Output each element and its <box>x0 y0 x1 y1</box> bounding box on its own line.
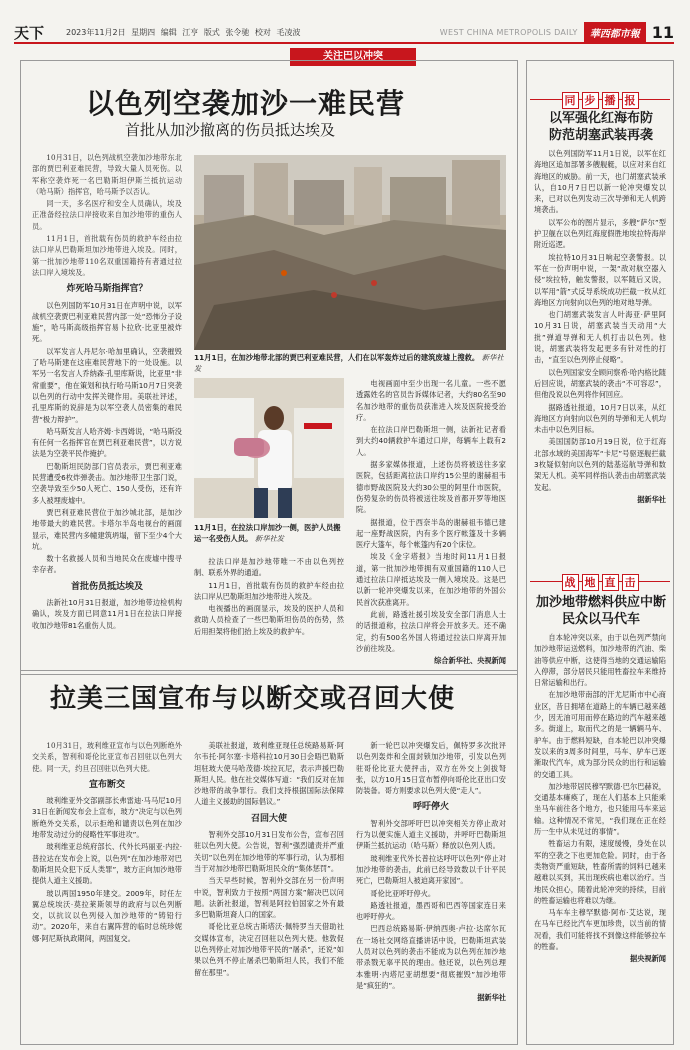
lead-column-2 <box>194 556 344 666</box>
lead-para: 11月1日，首批载有伤员的救护车经由拉法口岸从巴勒斯坦加沙地带进入埃及。 <box>194 580 344 601</box>
paper-logo: 華西都市報 <box>584 22 646 43</box>
second-source: 据新华社 <box>477 993 506 1003</box>
sidebar-para: 在加沙地带南部的汗尤尼斯市中心商业区，昔日拥堵在道路上的车辆已越来越少，因无油可用而停在路边的汽车越来越多。街道上，取而代之的是一辆辆马车、驴车。由于燃料短缺，自本轮巴以冲突爆发以来的3周多时间里，马车、驴车已逐渐取代汽车，成为部分民众的出行和运输的交通工具。 <box>534 690 666 779</box>
second-para: 玻利维亚外交部副部长弗雷迪·马马尼10月31日在新闻发布会上宣布，玻方“决定与以色列断绝外交关系，以示拒绝和谴责以色列在加沙地带发动过分的侵略性军事进攻”。 <box>32 796 182 840</box>
sidebar2-title: 加沙地带燃料供应中断 民众以马代车 <box>535 595 666 627</box>
tag-char: 地 <box>582 574 599 591</box>
second-para: 智利外交部10月31日发布公告，宣布召回驻以色列大使。公告说，智利“强烈谴责并严重关切”以色列在加沙地带的军事行动，认为那相当于对加沙地带巴勒斯坦民众的“集体惩罚”。 <box>194 830 344 873</box>
photo1-caption-text: 11月1日，在加沙地带北部的贾巴利亚难民营，人们在以军轰炸过后的建筑废墟上搜救。 <box>194 353 480 362</box>
section-name: 天下 <box>14 23 45 42</box>
lead-para: 电视播出的画面显示，埃及的医护人员和救助人员检查了一些巴勒斯坦伤员的伤势，然后用担架将他们抬上埃及的救护车。 <box>194 604 344 636</box>
tag-char: 同 <box>562 92 579 109</box>
second-para: 玻利维亚总统府部长、代外长玛丽亚·内拉·普拉达在发布会上说，以色列“在加沙地带对巴勒斯坦民众犯下反人类罪”，玻方正向加沙地带提供人道主义援助。 <box>32 842 182 886</box>
sidebar-para: 也门胡塞武装发言人叶海亚·萨里阿10月31日说，胡塞武装当天动用“大批”弹道导弹和无人机打击以色列。他说，胡塞武装将发起更多有针对性的打击，“直至以色列停止侵略”。 <box>534 310 666 365</box>
sidebar1-tag <box>528 92 672 109</box>
tag-char: 播 <box>602 92 619 109</box>
second-para: 玻利维亚代外长普拉达呼吁以色列“停止对加沙地带的袭击，此前已经导致数以千计平民死亡，巴勒斯坦人被迫离开家园”。 <box>356 853 506 886</box>
sidebar1-title: 以军强化红海布防 防范胡塞武装再袭 <box>548 111 653 143</box>
second-para: 新一轮巴以冲突爆发后，佩特罗多次批评以色列轰炸和全面封锁加沙地带，引发以色列驻哥伦比亚大使抨击，双方在外交上剑拔弩张，以方10月15日宣布暂停向哥伦比亚出口安防装备。哥方则要求以色列大使“走人”。 <box>356 741 506 796</box>
header-meta <box>66 27 300 38</box>
sidebar-para: 据路透社报道，10月7日以来，从红海地区方向射向以色列的导弹和无人机均未击中以色列目标。 <box>534 402 666 435</box>
sidebar2-body <box>534 632 666 1042</box>
second-para: 玻以两国1950年建交。2009年，时任左翼总统埃沃·莫拉莱斯领导的政府与以色列断交，以抗议以色列侵入加沙地带的“铸铅行动”。2020年，来自右翼阵营的临时总统珍妮娜·阿尼斯执政期间，两国复交。 <box>32 888 182 943</box>
lead-para: 此前，路透社援引埃及安全部门消息人士的话报道称，拉法口岸将会开放多天。还不确定，约有500名外国人将通过拉法口岸离开加沙前往埃及。 <box>356 609 506 653</box>
second-subhead-c: 呼吁停火 <box>412 802 449 813</box>
second-intro: 10月31日，玻利维亚宣布与以色列断绝外交关系，智利和哥伦比亚宣布召回驻以色列大使。同一天，约旦召回驻以色列大使。 <box>32 741 182 773</box>
second-para: 美联社报道，玻利维亚现任总统路易斯·阿尔韦托·阿尔塞·卡塔科拉10月30日会晤巴勒斯坦驻玻大使马哈茂德·埃拉瓦尼，表示声援巴勒斯坦人民。他在社交媒体写道：“我们反对在加沙地带的战争罪行。我们支持根据国际法保障人道主义援助的国际倡议。” <box>194 741 344 807</box>
lead-para: 法新社10月31日报道，加沙地带边检机构确认，埃及方面已同意11月1日在拉法口岸接收加沙地带81名重伤人员。 <box>32 597 182 630</box>
lead-intro-2: 同一天，多名医疗和安全人员确认，埃及正准备经拉法口岸接收来自加沙地带的重伤人员。 <box>32 199 182 231</box>
sidebar2-tag <box>528 574 672 591</box>
lead-para: 电视画面中至少出现一名儿童。一些不愿透露姓名的官员告诉媒体记者，大约80名至90名加沙地带的重伤员获准进入埃及医院接受治疗。 <box>356 379 506 422</box>
lead-para: 据报道，位于西奈半岛的谢赫祖韦德已建起一座野战医院，内有多个医疗帐篷及十多辆医疗大篷车，每个帐篷内有20个床位。 <box>356 517 506 550</box>
tag-char: 战 <box>562 574 579 591</box>
lead-subhead-b: 首批伤员抵达埃及 <box>70 581 143 592</box>
sidebar-para: 马车车主穆罕默德·阿布·艾达说，现在马车已经比汽车更加珍贵，以当前的情况看，我们可能将找不到像这样能够拉车的牲畜。 <box>534 908 666 952</box>
photo1-credit: 新华社发 <box>194 353 504 373</box>
lead-intro-3: 11月1日，首批载有伤员的救护车经由拉法口岸从巴勒斯坦加沙地带进入埃及。同时，第一批加沙地带110名双重国籍持有者通过拉法口岸入境埃及。 <box>32 234 182 277</box>
proofreader: 校对 毛凌波 <box>254 27 301 37</box>
second-subhead-b: 召回大使 <box>250 813 287 824</box>
sidebar1-source: 据新华社 <box>637 494 666 504</box>
second-column-2 <box>194 740 344 1042</box>
lead-para: 以军发言人丹尼尔·哈加里确认，空袭摧毁了哈马斯建在这座难民营地下的一处设施。以军另一名发言人乔纳森·孔里库斯说，比亚里“非常重要”，他在策划和执行哈马斯10月7日突袭以色列的行动中发挥关键作用。美联社评述，孔里库斯的说辞是为以军空袭人员密集的难民营“极力辩护”。 <box>32 346 182 424</box>
topic-banner: 关注巴以冲突 <box>290 48 416 66</box>
lead-para: 数十名救援人员和当地民众在废墟中搜寻幸存者。 <box>32 554 182 575</box>
lead-para: 以色列国防军10月31日在声明中说，以军战机空袭贾巴利亚难民营内部一处“恐怖分子设施”，哈马斯高级指挥官易卜拉欣·比亚里被炸死。 <box>32 300 182 344</box>
sidebar-para: 加沙地带居民穆罕默德·巴尔巴赫说，交通基本瘫痪了，现在人们基本上只能乘坐马车前往各个地方，也只能用马车来运输。这种情况不常见，“我们现在正在经历一生中从未见过的事情”。 <box>534 781 666 837</box>
paper-english-name: WEST CHINA METROPOLIS DAILY <box>439 27 578 37</box>
rubble-image <box>194 155 506 350</box>
editor: 编辑 江亨 <box>160 27 199 37</box>
photo1-caption <box>194 352 506 374</box>
photo2-caption-text: 11月1日，在拉法口岸加沙一侧，医护人员搬运一名受伤人员。 <box>194 523 341 543</box>
sidebar-para: 埃拉特10月31日响起空袭警报。以军在一份声明中说，一架“敌对航空器入侵”埃拉特，触发警报，以军随后又说，以军用“箭”式反导系统成功拦截一枚从红海地区方向射向以色列的地对地导弹。 <box>534 252 666 307</box>
page-header <box>14 22 674 44</box>
medic-image <box>194 378 344 518</box>
lead-para: 据多家媒体报道，上述伤员将被送往多家医院，包括距离拉法口岸约15公里的谢赫祖韦德市野战医院及大约30公里的阿里什市医院，伤势复杂的伤员将被送往埃及首都开罗等地医院。 <box>356 460 506 515</box>
tag-char: 报 <box>622 92 639 109</box>
lead-para: 埃及《金字塔报》当地时间11月1日报道，第一批加沙地带拥有双重国籍的110人已通过拉法口岸抵达埃及一侧入境埃及。这是巴以新一轮冲突爆发以来，在加沙地带的外国公民首次获准离开。 <box>356 552 506 607</box>
second-para: 哥伦比亚总统古斯塔沃·佩特罗当天借助社交媒体宣布，决定召回驻以色列大使。他敦促以色列停止对加沙地带平民的“屠杀”，还说“如果以色列不停止屠杀巴勒斯坦人民，我们不能留在那里”。 <box>194 922 344 977</box>
page-number: 11 <box>651 22 674 42</box>
lead-para: 巴勒斯坦民防部门官员表示，贾巴利亚难民营遭受6枚炸弹袭击。加沙地带卫生部门说，空袭导致至少50人死亡、150人受伤，还有许多人被埋废墟中。 <box>32 461 182 505</box>
second-para: 哥伦比亚呼吁停火。 <box>370 888 436 898</box>
lead-source: 综合新华社、央视新闻 <box>434 656 506 666</box>
sidebar-para: 以色列国防军11月1日说，以军在红海地区追加部署多艘舰艇，以应对来自红海地区的威胁。前一天，也门胡塞武装承认，自10月7日巴以新一轮冲突爆发以来，已对以色列发动三次导弹和无人机跨境袭击。 <box>534 149 666 215</box>
issue-date: 2023年11月2日 星期四 <box>66 27 156 37</box>
photo2-credit: 新华社发 <box>254 534 285 543</box>
sidebar-para: 牲畜运力有限，速度缓慢，身处在以军的空袭之下也更加危险。同时，由于各类物资严重短缺，牲畜所需的饲料已越来越难以买到，其出现疾病也难以治疗。当地民众担心，随着此轮冲突的持续，目前的牲畜运输也将难以为继。 <box>534 839 666 905</box>
sidebar-para: 美国国防部10月19日说，位于红海北部水域的美国海军“卡尼”号驱逐舰拦截3枚疑似射向以色列的陆基巡航导弹和数架无人机。美军同样指认袭击由胡塞武装发起。 <box>534 437 666 492</box>
designer: 版式 张令驰 <box>203 27 250 37</box>
lead-column-3 <box>356 378 506 668</box>
sidebar-para: 以军公布的图片显示，多艘“萨尔”型护卫舰在以色列红海度假胜地埃拉特海岸附近巡逻。 <box>534 217 666 250</box>
lead-headline: 以色列空袭加沙一难民营 <box>86 87 406 120</box>
lead-intro-1: 10月31日，以色列战机空袭加沙地带东北部的贾巴利亚难民营，导致大量人员死伤。以军称空袭炸死一名巴勒斯坦伊斯兰抵抗运动（哈马斯）指挥官，哈马斯予以否认。 <box>32 153 182 196</box>
sidebar2-source: 据央视新闻 <box>630 954 666 964</box>
second-para: 路透社报道，墨西哥和巴西等国家连日来也呼吁停火。 <box>356 900 506 922</box>
second-para: 巴西总统路易斯·伊纳西奥·卢拉·达席尔瓦在一场社交网络直播讲话中说，巴勒斯坦武装人员对以色列的袭击不能成为以色列在加沙地带杀戮无辜平民的理由。他还说，以色列总理本雅明·内塔尼亚胡想要“彻底摧毁”加沙地带是“疯狂的”。 <box>356 924 506 990</box>
photo2-caption <box>194 522 344 544</box>
sidebar-para: 自本轮冲突以来，由于以色列严禁向加沙地带运送燃料，加沙地带的汽油、柴油等供应中断，这使得当地的交通运输陷入停滞，部分居民只能用牲畜拉车来维持日常运输和出行。 <box>534 633 666 688</box>
second-subhead-a: 宣布断交 <box>88 779 125 790</box>
tag-char: 击 <box>622 574 639 591</box>
lead-para: 拉法口岸是加沙地带唯一不由以色列控制、联系外界的通道。 <box>194 557 344 578</box>
lead-subhead-a: 炸死哈马斯指挥官？ <box>66 284 148 295</box>
sidebar-para: 以色列国家安全顾问察希·哈内格比随后回应说，胡塞武装的袭击“不可容忍”，但他没说以色列将作何回应。 <box>534 367 666 400</box>
lead-column-1 <box>32 152 182 672</box>
sidebar1-body <box>534 148 666 568</box>
lead-para: 哈马斯发言人哈齐姆·卡西姆说，“哈马斯没有任何一名指挥官在贾巴利亚难民营”，以方说法是为空袭平民作掩护。 <box>32 426 182 459</box>
second-column-1 <box>32 740 182 1042</box>
second-column-3 <box>356 740 506 1042</box>
rubble-photo <box>194 155 506 350</box>
tag-char: 直 <box>602 574 619 591</box>
lead-subheadline: 首批从加沙撤离的伤员抵达埃及 <box>125 121 336 139</box>
tag-char: 步 <box>582 92 599 109</box>
second-para: 智利外交部呼吁巴以冲突相关方停止敌对行为以便实施人道主义援助，并呼吁巴勒斯坦伊斯兰抵抗运动（哈马斯）释放以色列人质。 <box>356 818 506 851</box>
second-para: 当天早些时候，智利外交部在另一份声明中说，智利致力于按照“两国方案”解决巴以问题。法新社报道，智利是阿拉伯国家之外有最多巴勒斯坦裔人口的国家。 <box>194 876 344 920</box>
medic-photo <box>194 378 344 518</box>
second-headline: 拉美三国宣布与以断交或召回大使 <box>50 684 456 714</box>
lead-para: 贾巴利亚难民营位于加沙城北部，是加沙地带最大的难民营。卡塔尔半岛电视台的画面显示，难民营内多幢建筑坍塌，留下至少4个大坑。 <box>32 507 182 551</box>
lead-para: 在拉法口岸巴勒斯坦一侧，法新社记者看到大约40辆救护车通过口岸，每辆车上载有2人。 <box>356 425 506 457</box>
